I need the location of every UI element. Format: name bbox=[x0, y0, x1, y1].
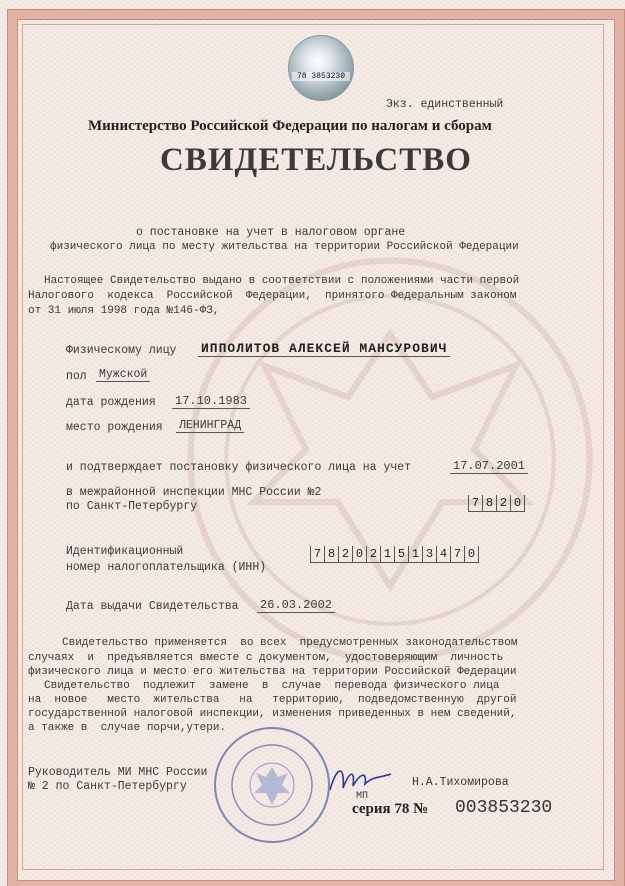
code-digit: 8 bbox=[482, 495, 496, 512]
intro-line-3: от 31 июля 1998 года №146-ФЗ, bbox=[28, 305, 220, 317]
terms-line-4: Свидетельство подлежит замене в случае перевода физического лица bbox=[44, 680, 500, 692]
inn-digit: 2 bbox=[366, 546, 380, 563]
head-title-line-1: Руководитель МИ МНС России bbox=[28, 766, 208, 779]
inn-digit: 3 bbox=[422, 546, 436, 563]
inn-digit: 7 bbox=[310, 546, 324, 563]
code-digit: 2 bbox=[496, 495, 510, 512]
inn-grid bbox=[310, 546, 479, 563]
confirm-label: и подтверждает постановку физического лица на учет bbox=[66, 461, 412, 474]
inspection-line-2: по Санкт-Петербургу bbox=[66, 500, 198, 513]
inn-digit: 1 bbox=[380, 546, 394, 563]
birthplace-value: ЛЕНИНГРАД bbox=[176, 419, 244, 433]
head-title-line-2: № 2 по Санкт-Петербургу bbox=[28, 780, 187, 793]
inn-digit: 0 bbox=[464, 546, 479, 563]
copy-note: Экз. единственный bbox=[386, 98, 504, 111]
inn-digit: 8 bbox=[324, 546, 338, 563]
terms-line-6: государственной налоговой инспекции, изменения приведенных в нем сведений, bbox=[28, 708, 517, 720]
inn-digit: 0 bbox=[352, 546, 366, 563]
eagle-watermark-icon bbox=[180, 250, 600, 670]
certificate-number: 003853230 bbox=[455, 798, 553, 818]
birthplace-label: место рождения bbox=[66, 421, 163, 434]
code-digit: 0 bbox=[510, 495, 525, 512]
series-label: серия 78 № bbox=[352, 801, 429, 817]
person-label: Физическому лицу bbox=[66, 344, 177, 357]
inn-digit: 5 bbox=[394, 546, 408, 563]
inn-digit: 4 bbox=[436, 546, 450, 563]
inn-label-2: номер налогоплательщика (ИНН) bbox=[66, 561, 267, 574]
inn-digit: 2 bbox=[338, 546, 352, 563]
hologram-number: 78 3853230 bbox=[292, 72, 350, 81]
person-name: ИППОЛИТОВ АЛЕКСЕЙ МАНСУРОВИЧ bbox=[198, 341, 450, 357]
intro-line-1: Настоящее Свидетельство выдано в соответствии с положениями части первой bbox=[44, 275, 520, 287]
inspection-code-grid bbox=[468, 495, 525, 512]
document-title: СВИДЕТЕЛЬСТВО bbox=[160, 142, 472, 178]
issue-label: Дата выдачи Свидетельства bbox=[66, 600, 239, 613]
birthdate-label: дата рождения bbox=[66, 396, 156, 409]
inn-digit: 7 bbox=[450, 546, 464, 563]
ministry-name: Министерство Российской Федерации по налогам и сборам bbox=[88, 118, 492, 134]
official-stamp-icon bbox=[212, 725, 332, 845]
terms-line-1: Свидетельство применяется во всех предусмотренных законодательством bbox=[62, 637, 518, 649]
inspection-line-1: в межрайонной инспекции МНС России №2 bbox=[66, 486, 322, 499]
terms-line-2: случаях и предъявляется вместе с документом, удостоверяющим личность bbox=[28, 652, 504, 664]
inn-label-1: Идентификационный bbox=[66, 545, 184, 558]
mp-label: МП bbox=[356, 791, 369, 802]
birthdate-value: 17.10.1983 bbox=[172, 394, 250, 409]
inn-digit: 1 bbox=[408, 546, 422, 563]
intro-line-2: Налогового кодекса Российской Федерации, принятого Федеральным законом bbox=[28, 290, 517, 302]
code-digit: 7 bbox=[468, 495, 482, 512]
head-name: Н.А.Тихомирова bbox=[412, 776, 509, 789]
sex-value: Мужской bbox=[96, 368, 150, 382]
terms-line-3: физического лица и место его жительства на территории Российской Федерации bbox=[28, 666, 517, 678]
issue-date: 26.03.2002 bbox=[257, 598, 335, 613]
confirm-date: 17.07.2001 bbox=[450, 459, 528, 474]
terms-line-7: а также в случае порчи,утери. bbox=[28, 722, 227, 734]
hologram-seal bbox=[288, 35, 354, 101]
subtitle-line-2: физического лица по месту жительства на территории Российской Федерации bbox=[50, 241, 519, 253]
subtitle-line-1: о постановке на учет в налоговом органе bbox=[136, 226, 406, 239]
terms-line-5: на новое место жительства на территорию, подведомственную другой bbox=[28, 694, 517, 706]
sex-label: пол bbox=[66, 370, 87, 383]
